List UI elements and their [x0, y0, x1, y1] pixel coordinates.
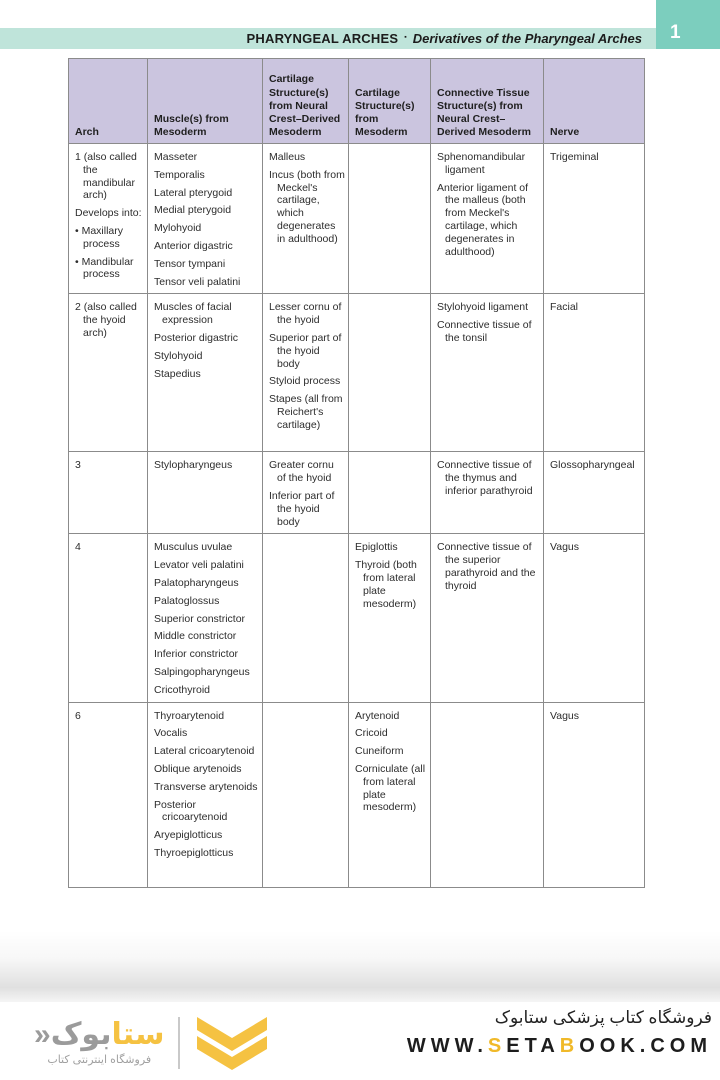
- cell-item: Facial: [550, 301, 579, 314]
- cell-item: Musculus uvulae: [154, 541, 233, 554]
- bookstore-footer: [0, 1002, 720, 1080]
- cell-item: Vagus: [550, 541, 579, 554]
- page-scan-shadow: [0, 930, 720, 1002]
- table-cell: [263, 452, 349, 534]
- cell-item: Stylohyoid ligament: [437, 301, 529, 314]
- cell-item: 4: [75, 541, 81, 554]
- cell-item: Inferior part of the hyoid body: [269, 489, 335, 528]
- setabook-logo: [34, 1014, 271, 1072]
- logo-divider: [178, 1017, 180, 1069]
- cell-item: • Maxillary process: [75, 224, 124, 250]
- column-header-nerve: Nerve: [544, 59, 645, 144]
- logo-text-block: [34, 1020, 165, 1066]
- url-segment: B: [559, 1035, 580, 1057]
- cell-item: 1 (also called the mandibular arch): [75, 151, 137, 202]
- table-cell: [263, 702, 349, 887]
- cell-item: Connective tissue of the tonsil: [437, 319, 532, 344]
- table-cell: [148, 452, 263, 534]
- table-row: [69, 452, 645, 534]
- cell-item: Transverse arytenoids: [154, 780, 258, 793]
- cell-item: Lateral pterygoid: [154, 186, 233, 199]
- table-row: [69, 144, 645, 294]
- table-cell: [431, 144, 544, 294]
- column-header-arch: Arch: [69, 59, 148, 144]
- url-segment: S: [487, 1035, 507, 1057]
- table-cell: [431, 534, 544, 702]
- cell-item: Anterior digastric: [154, 239, 233, 252]
- cell-item: Trigeminal: [550, 151, 599, 163]
- cell-item: Thyroarytenoid: [154, 709, 225, 722]
- table-cell: [349, 144, 431, 294]
- cell-item: Incus (both from Meckel's cartilage, which degenerates in adulthood): [269, 168, 345, 245]
- table-header: [69, 59, 645, 144]
- title-separator-dot: ▪: [404, 34, 407, 41]
- cell-item: Oblique arytenoids: [154, 762, 242, 775]
- store-title-farsi: فروشگاه کتاب پزشکی ستابوک: [494, 1008, 712, 1027]
- cell-item: Superior part of the hyoid body: [269, 331, 342, 370]
- table-cell: [148, 294, 263, 452]
- cell-item: Corniculate (all from lateral plate mesoderm): [355, 762, 426, 814]
- table-container: [68, 58, 645, 888]
- cell-item: Inferior constrictor: [154, 648, 239, 661]
- cell-item: 6: [75, 709, 81, 722]
- cell-item: Mylohyoid: [154, 222, 202, 235]
- footer-store-info: [407, 1008, 712, 1058]
- cell-item: Lesser cornu of the hyoid: [269, 301, 342, 327]
- logo-wordmark: [34, 1020, 165, 1050]
- logo-tagline: فروشگاه اینترنتی کتاب: [47, 1054, 152, 1066]
- cell-item: Stapes (all from Reichert's cartilage): [269, 393, 343, 431]
- cell-item: Palatopharyngeus: [154, 576, 239, 589]
- cell-item: Lateral cricoarytenoid: [154, 745, 255, 758]
- table-cell: [69, 294, 148, 452]
- pharyngeal-arches-table: [68, 58, 645, 888]
- cell-item: Vagus: [550, 709, 579, 722]
- table-cell: [431, 702, 544, 887]
- cell-item: Stapedius: [154, 367, 201, 380]
- table-cell: [544, 534, 645, 702]
- column-header-cartilage-neural-crest: Cartilage Structure(s) from Neural Crest–Derived Mesoderm: [263, 59, 349, 144]
- website-url: [407, 1035, 712, 1058]
- cell-item: Levator veli palatini: [154, 559, 244, 572]
- url-segment: OOK.COM: [579, 1035, 712, 1057]
- cell-item: Thyroid (both from lateral plate mesoderm): [355, 559, 417, 610]
- chapter-title: PHARYNGEAL ARCHES: [246, 31, 399, 46]
- cell-item: Muscles of facial expression: [154, 301, 232, 327]
- page-number-tab: [656, 0, 720, 49]
- table-cell: [544, 452, 645, 534]
- cell-item: Develops into:: [75, 207, 142, 220]
- cell-item: Cricoid: [355, 727, 388, 740]
- cell-item: Thyroepiglotticus: [154, 846, 234, 859]
- logo-wordmark-yellow: ستا: [111, 1018, 165, 1051]
- table-cell: [69, 452, 148, 534]
- cell-item: Sphenomandibular ligament: [437, 151, 526, 176]
- table-cell: [69, 534, 148, 702]
- cell-item: Anterior ligament of the malleus (both from Meckel's cartilage, which degenerates in adulthood): [437, 181, 529, 258]
- cell-item: Middle constrictor: [154, 630, 237, 643]
- cell-item: Styloid process: [269, 375, 341, 388]
- table-cell: [431, 452, 544, 534]
- double-chevron-icon: [193, 1014, 271, 1072]
- table-cell: [349, 534, 431, 702]
- cell-item: Salpingopharyngeus: [154, 665, 250, 678]
- table-cell: [263, 534, 349, 702]
- cell-item: Greater cornu of the hyoid: [269, 459, 334, 485]
- table-row: [69, 534, 645, 702]
- cell-item: Tensor veli palatini: [154, 275, 241, 288]
- table-cell: [544, 702, 645, 887]
- cell-item: • Mandibular process: [75, 255, 134, 281]
- table-cell: [148, 534, 263, 702]
- table-cell: [148, 144, 263, 294]
- section-title: Derivatives of the Pharyngeal Arches: [412, 31, 642, 46]
- url-segment: ETA: [506, 1035, 560, 1057]
- cell-item: Connective tissue of the superior parathyroid and the thyroid: [437, 541, 536, 592]
- cell-item: Glossopharyngeal: [550, 459, 635, 472]
- table-cell: [69, 702, 148, 887]
- table-row: [69, 702, 645, 887]
- url-segment: WWW.: [406, 1035, 488, 1057]
- table-cell: [263, 294, 349, 452]
- logo-wordmark-gray: بوک: [50, 1018, 112, 1051]
- cell-item: 2 (also called the hyoid arch): [75, 301, 137, 339]
- table-cell: [544, 294, 645, 452]
- cell-item: Posterior digastric: [154, 331, 239, 344]
- table-row: [69, 294, 645, 452]
- cell-item: Cuneiform: [355, 745, 404, 758]
- column-header-cartilage-mesoderm: Cartilage Structure(s) from Mesoderm: [349, 59, 431, 144]
- cell-item: Medial pterygoid: [154, 204, 232, 217]
- cell-item: Stylohyoid: [154, 349, 203, 362]
- cell-item: 3: [75, 459, 81, 472]
- table-header-row: [69, 59, 645, 144]
- cell-item: Arytenoid: [355, 709, 400, 722]
- column-header-connective-tissue: Connective Tissue Structure(s) from Neural Crest–Derived Mesoderm: [431, 59, 544, 144]
- cell-item: Superior constrictor: [154, 612, 246, 625]
- table-cell: [431, 294, 544, 452]
- table-cell: [69, 144, 148, 294]
- cell-item: Tensor tympani: [154, 257, 226, 270]
- cell-item: Cricothyroid: [154, 683, 211, 696]
- cell-item: Connective tissue of the thymus and inferior parathyroid: [437, 459, 533, 497]
- cell-item: Epiglottis: [355, 541, 398, 554]
- column-header-muscles: Muscle(s) from Mesoderm: [148, 59, 263, 144]
- cell-item: Palatoglossus: [154, 594, 220, 607]
- cell-item: Temporalis: [154, 168, 205, 181]
- chapter-title-band: [0, 28, 656, 49]
- cell-item: Malleus: [269, 151, 306, 163]
- table-cell: [349, 452, 431, 534]
- cell-item: Posterior cricoarytenoid: [154, 798, 228, 824]
- page-number: 1: [670, 22, 681, 43]
- cell-item: Vocalis: [154, 727, 188, 740]
- cell-item: Stylopharyngeus: [154, 459, 233, 472]
- table-cell: [544, 144, 645, 294]
- table-cell: [148, 702, 263, 887]
- table-cell: [263, 144, 349, 294]
- cell-item: Masseter: [154, 151, 198, 163]
- table-body: [69, 144, 645, 888]
- table-cell: [349, 294, 431, 452]
- logo-guillemet: «: [34, 1018, 51, 1051]
- table-cell: [349, 702, 431, 887]
- cell-item: Aryepiglotticus: [154, 829, 223, 842]
